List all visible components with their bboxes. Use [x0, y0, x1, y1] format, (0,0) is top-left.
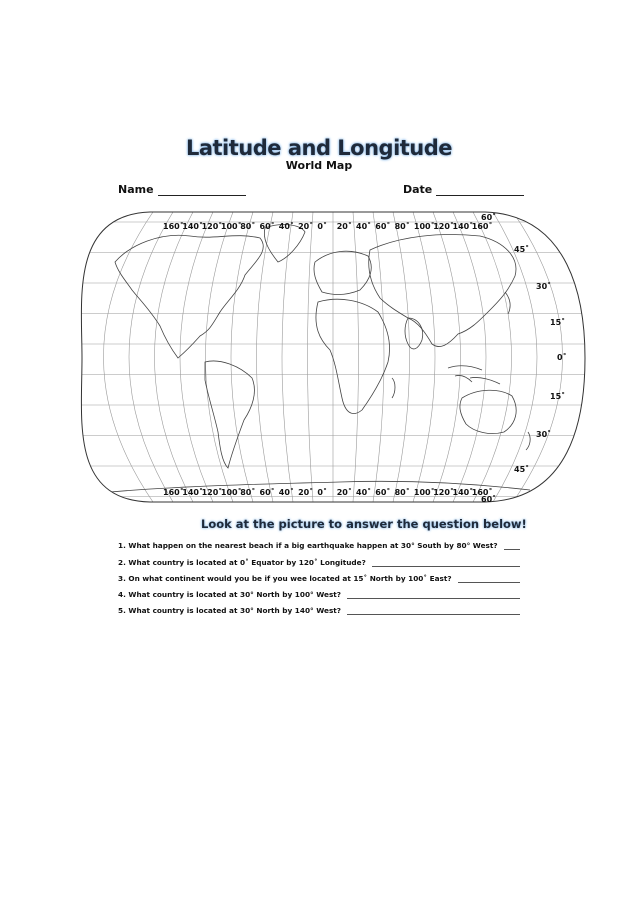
question-2-text: 2. What country is located at 0˚ Equator by 120˚ Longitude? — [118, 558, 366, 567]
lon-label-top: 80˚ — [240, 222, 256, 231]
page-title: Latitude and Longitude — [185, 136, 453, 160]
meridian-line — [104, 212, 154, 502]
lon-label-bottom: 120˚ — [201, 488, 223, 497]
lat-label: 45˚ — [514, 245, 530, 254]
meridian-line — [282, 212, 293, 502]
lon-label-bottom: 160˚ — [163, 488, 184, 497]
lon-label-bottom: 100˚ — [220, 488, 242, 497]
lon-label-top: 140˚ — [182, 222, 204, 231]
map-grid — [60, 212, 600, 502]
meridian-line — [473, 212, 512, 502]
lon-label-bottom: 160˚ — [471, 488, 493, 497]
lon-label-bottom: 140˚ — [452, 488, 474, 497]
answer-5-line[interactable] — [347, 608, 520, 615]
lon-label-top: 60˚ — [259, 222, 275, 231]
meridian-line — [353, 212, 359, 502]
meridian-line — [206, 212, 234, 502]
question-2 — [118, 558, 520, 567]
lon-label-bottom: 60˚ — [259, 488, 275, 497]
name-label: Name — [118, 183, 154, 196]
lon-label-top: 20˚ — [336, 222, 352, 231]
answer-2-line[interactable] — [372, 560, 520, 567]
madagascar-outline — [392, 378, 395, 398]
new-zealand-outline — [526, 432, 530, 450]
meridian-line — [155, 212, 194, 502]
continents — [110, 225, 530, 492]
lon-label-top: 40˚ — [356, 222, 372, 231]
lat-label: 60˚ — [481, 495, 497, 504]
lon-label-top: 140˚ — [452, 222, 474, 231]
answer-3-line[interactable] — [458, 576, 520, 583]
meridian-line — [453, 212, 486, 502]
lon-label-bottom: 0˚ — [317, 488, 327, 497]
date-label: Date — [403, 183, 433, 196]
meridian-line — [513, 212, 566, 502]
question-1 — [118, 541, 520, 550]
lon-label-bottom: 140˚ — [182, 488, 204, 497]
lon-label-bottom: 120˚ — [433, 488, 454, 497]
lat-label: 15˚ — [550, 392, 566, 401]
lon-label-top: 120˚ — [433, 222, 454, 231]
meridian-line — [231, 212, 256, 502]
lon-label-top: 100˚ — [220, 222, 242, 231]
australia-outline — [460, 390, 516, 433]
asia-outline — [369, 235, 516, 347]
question-4-text: 4. What country is located at 30° North by 100° West? — [118, 590, 342, 599]
lat-label: 30˚ — [536, 282, 552, 291]
meridian-line — [393, 212, 410, 502]
meridian-line — [129, 212, 173, 502]
lat-label: 15˚ — [550, 318, 566, 327]
meridian-line — [433, 212, 461, 502]
lon-label-top: 100˚ — [413, 222, 435, 231]
instructions: Look at the picture to answer the question below! — [201, 517, 527, 531]
lon-label-bottom: 100˚ — [413, 488, 435, 497]
lon-label-top: 120˚ — [201, 222, 223, 231]
question-3 — [118, 574, 520, 583]
lat-label: 30˚ — [536, 430, 552, 439]
lat-label: 60˚ — [481, 213, 497, 222]
meridian-line — [257, 212, 274, 502]
lon-label-top: 160˚ — [471, 222, 493, 231]
indonesia-outline — [448, 366, 500, 384]
lon-label-bottom: 80˚ — [394, 488, 410, 497]
lon-label-bottom: 80˚ — [240, 488, 256, 497]
lon-label-top: 20˚ — [298, 222, 314, 231]
lon-label-top: 80˚ — [394, 222, 410, 231]
answer-1-line[interactable] — [504, 543, 520, 550]
question-5-text: 5. What country is located at 30° North by 140° West? — [118, 606, 342, 615]
north-america-outline — [115, 235, 263, 358]
question-5 — [118, 606, 520, 615]
lon-label-bottom: 20˚ — [298, 488, 314, 497]
lon-label-bottom: 20˚ — [336, 488, 352, 497]
lat-label: 45˚ — [514, 465, 530, 474]
south-america-outline — [205, 361, 254, 468]
meridian-line — [180, 212, 213, 502]
meridian-line — [413, 212, 435, 502]
answer-4-line[interactable] — [347, 592, 520, 599]
lon-label-bottom: 60˚ — [375, 488, 391, 497]
meridian-line — [308, 212, 314, 502]
lon-label-top: 0˚ — [317, 222, 327, 231]
lon-label-top: 160˚ — [163, 222, 184, 231]
meridian-line — [493, 212, 537, 502]
africa-outline — [316, 299, 390, 413]
lon-label-bottom: 40˚ — [356, 488, 372, 497]
europe-outline — [314, 251, 371, 294]
lon-label-bottom: 40˚ — [278, 488, 294, 497]
meridian-line — [373, 212, 384, 502]
lon-label-top: 40˚ — [278, 222, 294, 231]
page-subtitle: World Map — [285, 159, 353, 172]
question-4 — [118, 590, 520, 599]
question-1-text: 1. What happen on the nearest beach if a big earthquake happen at 30° South by 80° West? — [118, 541, 498, 550]
question-3-text: 3. On what continent would you be if you wee located at 15˚ North by 100˚ East? — [118, 574, 452, 583]
lat-label: 0˚ — [557, 353, 567, 362]
lon-label-top: 60˚ — [375, 222, 391, 231]
